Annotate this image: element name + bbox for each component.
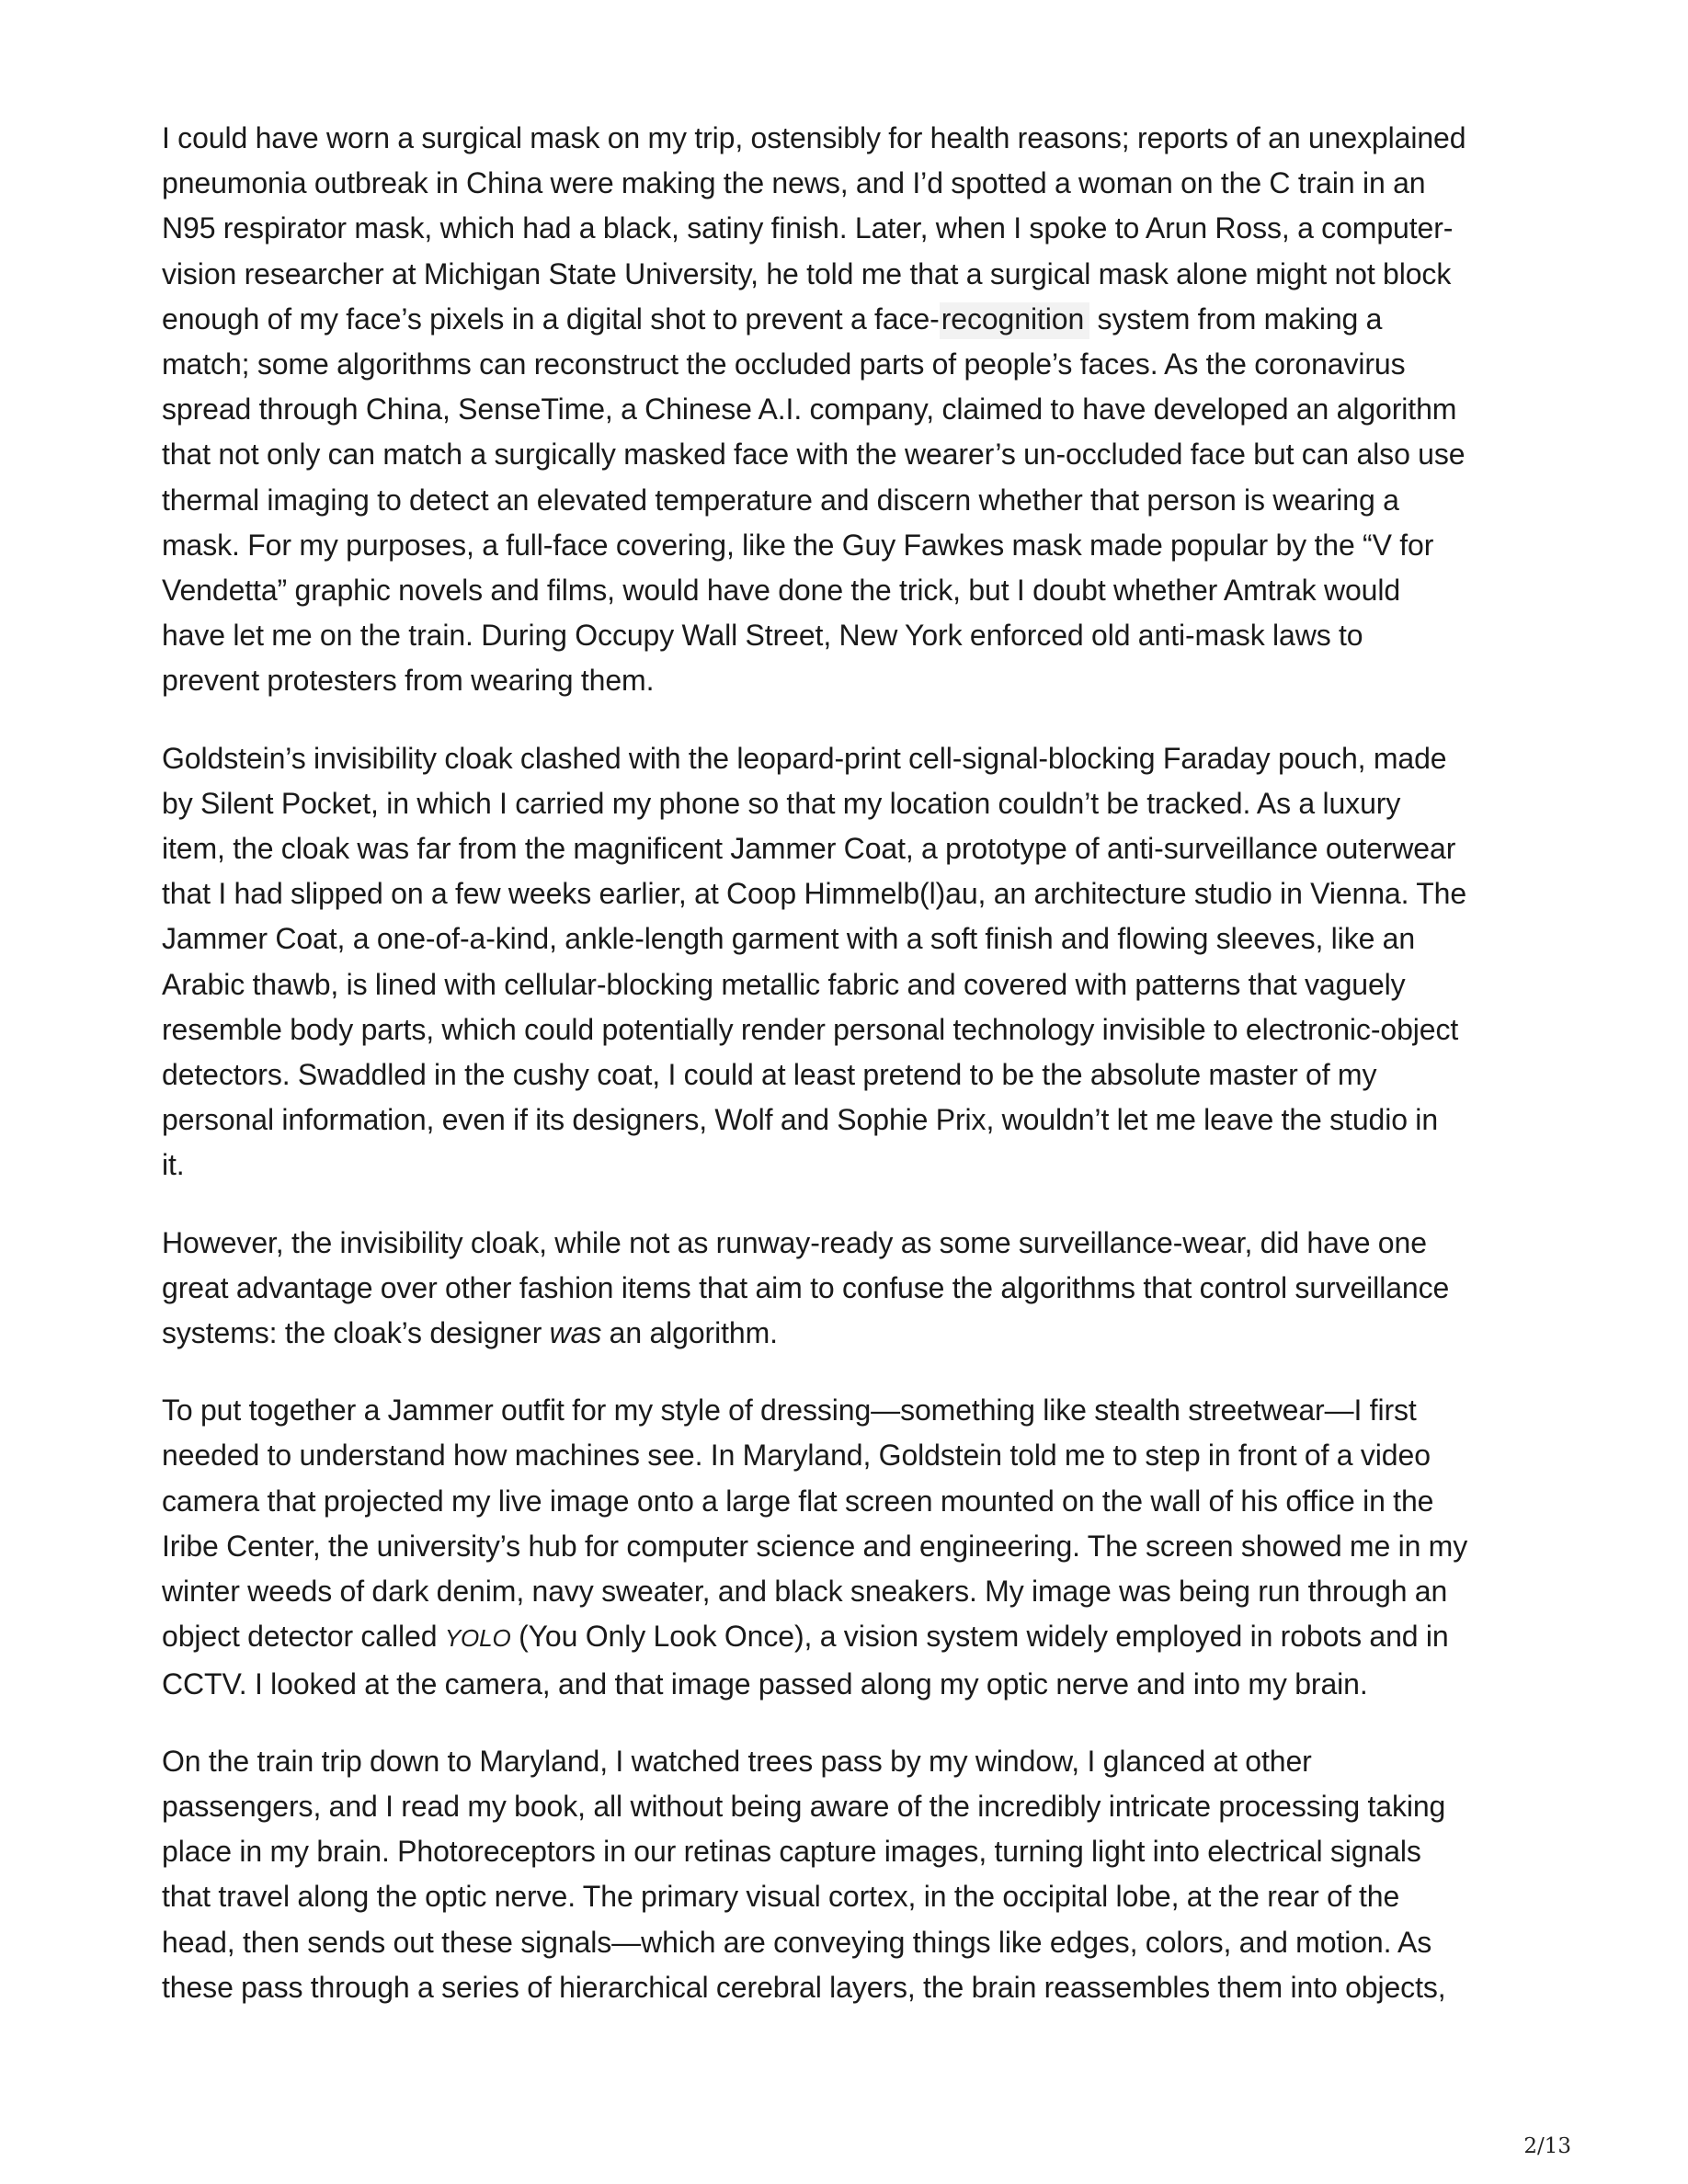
text-line: great advantage over other fashion items that aim to confuse the algorithms that control surveillance: [162, 1270, 1450, 1304]
text-line: However, the invisibility cloak, while not as runway-ready as some surveillance-wear, did have one: [162, 1225, 1427, 1259]
text-line: CCTV. I looked at the camera, and that image passed along my optic nerve and into my brain.: [162, 1666, 1368, 1701]
text-line: detectors. Swaddled in the cushy coat, I could at least pretend to be the absolute master of my: [162, 1058, 1377, 1092]
text-line: item, the cloak was far from the magnificent Jammer Coat, a prototype of anti-surveillance outerwear: [162, 832, 1456, 866]
text-line: that I had slipped on a few weeks earlier, at Coop Himmelb(l)au, an architecture studio in Vienna. The: [162, 877, 1467, 911]
text-line: I could have worn a surgical mask on my trip, ostensibly for health reasons; reports of an unexplained: [162, 121, 1466, 154]
text-line: needed to understand how machines see. In Maryland, Goldstein told me to step in front of a video: [162, 1439, 1431, 1473]
text-segment: enough of my face’s pixels in a digital shot to prevent a face-: [162, 301, 940, 336]
text-line: passengers, and I read my book, all without being aware of the incredibly intricate processing taking: [162, 1789, 1446, 1823]
text-line: these pass through a series of hierarchical cerebral layers, the brain reassembles them into objects,: [162, 1970, 1446, 2004]
text-line: by Silent Pocket, in which I carried my phone so that my location couldn’t be tracked. As a luxury: [162, 786, 1401, 820]
text-line: match; some algorithms can reconstruct the occluded parts of people’s faces. As the coronavirus: [162, 347, 1406, 381]
article-body: [162, 116, 1526, 2042]
text-line: have let me on the train. During Occupy Wall Street, New York enforced old anti-mask laws to: [162, 619, 1363, 653]
text-segment: object detector called: [162, 1620, 445, 1654]
text-line: it.: [162, 1148, 185, 1182]
text-line: [162, 1311, 1526, 1356]
text-line: prevent protesters from wearing them.: [162, 664, 655, 698]
text-line: head, then sends out these signals—which are conveying things like edges, colors, and motion. As: [162, 1925, 1432, 1959]
text-line: On the train trip down to Maryland, I watched trees pass by my window, I glanced at other: [162, 1744, 1312, 1778]
text-line: Jammer Coat, a one-of-a-kind, ankle-length garment with a soft finish and flowing sleeves, like an: [162, 922, 1416, 956]
small-caps-acronym: YOLO: [444, 1624, 511, 1653]
paragraph: [162, 1221, 1526, 1357]
paragraph: [162, 736, 1526, 1189]
text-line: thermal imaging to detect an elevated temperature and discern whether that person is wearing a: [162, 483, 1399, 517]
text-line: personal information, even if its designers, Wolf and Sophie Prix, wouldn’t let me leave the studio in: [162, 1103, 1439, 1137]
text-line: winter weeds of dark denim, navy sweater, and black sneakers. My image was being run through an: [162, 1575, 1448, 1609]
emphasized-word: was: [549, 1316, 602, 1350]
text-line: that travel along the optic nerve. The primary visual cortex, in the occipital lobe, at the rear of the: [162, 1880, 1400, 1914]
paragraph: [162, 116, 1526, 704]
text-line: Iribe Center, the university’s hub for computer science and engineering. The screen showed me in my: [162, 1529, 1468, 1563]
text-line: vision researcher at Michigan State University, he told me that a surgical mask alone might not block: [162, 256, 1452, 290]
text-line: [162, 1614, 1526, 1661]
text-line: resemble body parts, which could potentially render personal technology invisible to electronic-object: [162, 1012, 1459, 1046]
text-line: mask. For my purposes, a full-face covering, like the Guy Fawkes mask made popular by the “V for: [162, 528, 1434, 562]
text-line: Arabic thawb, is lined with cellular-blocking metallic fabric and covered with patterns that vaguely: [162, 967, 1406, 1001]
text-line: camera that projected my live image onto a large flat screen mounted on the wall of his office in the: [162, 1484, 1434, 1518]
text-line: pneumonia outbreak in China were making the news, and I’d spotted a woman on the C train in an: [162, 166, 1426, 200]
text-segment: an algorithm.: [601, 1316, 778, 1350]
text-segment: system from making a: [1089, 301, 1383, 336]
paragraph: [162, 1739, 1526, 2010]
text-line: place in my brain. Photoreceptors in our retinas capture images, turning light into electrical signals: [162, 1835, 1421, 1869]
text-line: [162, 297, 1526, 342]
highlighted-word: recognition: [940, 302, 1089, 339]
text-segment: (You Only Look Once), a vision system widely employed in robots and in: [510, 1620, 1449, 1654]
text-line: To put together a Jammer outfit for my style of dressing—something like stealth streetwear—I first: [162, 1393, 1417, 1428]
text-line: Vendetta” graphic novels and films, would have done the trick, but I doubt whether Amtrak would: [162, 574, 1401, 608]
text-line: spread through China, SenseTime, a Chinese A.I. company, claimed to have developed an algorithm: [162, 392, 1457, 427]
page-number: 2/13: [1523, 2134, 1571, 2158]
text-segment: systems: the cloak’s designer: [162, 1316, 550, 1350]
text-line: Goldstein’s invisibility cloak clashed with the leopard-print cell-signal-blocking Faraday pouch, made: [162, 741, 1447, 775]
text-line: that not only can match a surgically masked face with the wearer’s un-occluded face but can also use: [162, 438, 1466, 472]
paragraph: [162, 1388, 1526, 1706]
text-line: N95 respirator mask, which had a black, satiny finish. Later, when I spoke to Arun Ross, a computer-: [162, 211, 1454, 245]
